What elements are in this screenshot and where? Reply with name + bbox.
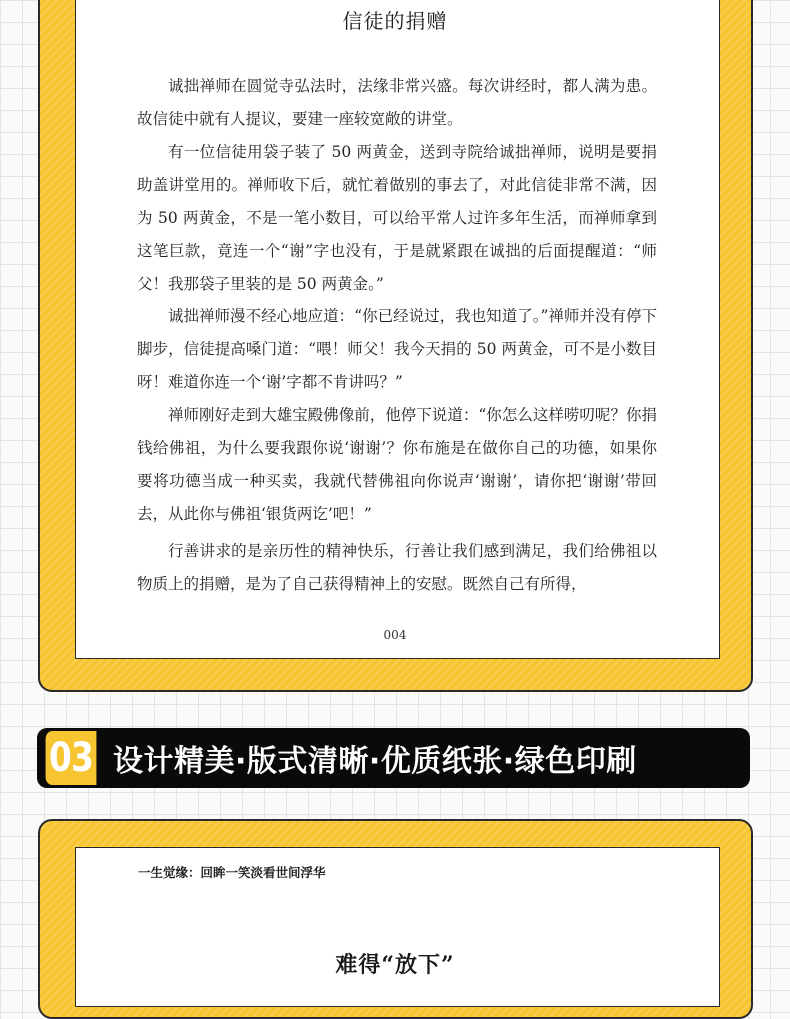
paragraph-3: 诚拙禅师漫不经心地应道：“你已经说过，我也知道了。”禅师并没有停下脚步，信徒提高嗓门道：“喂！师父！我今天捐的 50 两黄金，可不是小数目呀！难道你连一个‘谢’字都不肯讲吗？” (137, 307, 657, 391)
chapter-title: 难得“放下” (335, 952, 455, 978)
paragraph-2: 有一位信徒用袋子装了 50 两黄金，送到寺院给诚拙禅师，说明是要捐助盖讲堂用的。禅师收下后，就忙着做别的事去了，对此信徒非常不满，因为 50 两黄金，不是一笔小数目，可以给平常人过许多年生活，而禅师拿到这笔巨款，竟连一个“谢”字也没有，于是就紧跟在诚拙的后面提醒道：“师父！我那袋子里装的是 50 两黄金。” (137, 143, 657, 293)
running-header: 一生觉缘：回眸一笑淡看世间浮华 (138, 865, 326, 880)
paragraph-1: 诚拙禅师在圆觉寺弘法时，法缘非常兴盛。每次讲经时，都人满为患。故信徒中就有人提议，要建一座较宽敞的讲堂。 (137, 77, 657, 128)
paragraph-5: 行善讲求的是亲历性的精神快乐，行善让我们感到满足，我们给佛祖以物质上的捐赠，是为了自己获得精神上的安慰。既然自己有所得， (137, 542, 657, 593)
banner-number-badge: 03 (46, 731, 97, 785)
page-title: 信徒的捐赠 (342, 9, 448, 33)
paragraph-4: 禅师刚好走到大雄宝殿佛像前，他停下说道：“你怎么这样唠叨呢？你捐钱给佛祖，为什么要我跟你说‘谢谢’？你布施是在做你自己的功德，如果你要将功德当成一种买卖，我就代替佛祖向你说声‘谢谢’，请你把‘谢谢’带回去，从此你与佛祖‘银货两讫’吧！” (137, 406, 657, 523)
page-number: 004 (383, 628, 407, 642)
banner-text: 设计精美·版式清晰·优质纸张·绿色印刷 (113, 744, 637, 779)
